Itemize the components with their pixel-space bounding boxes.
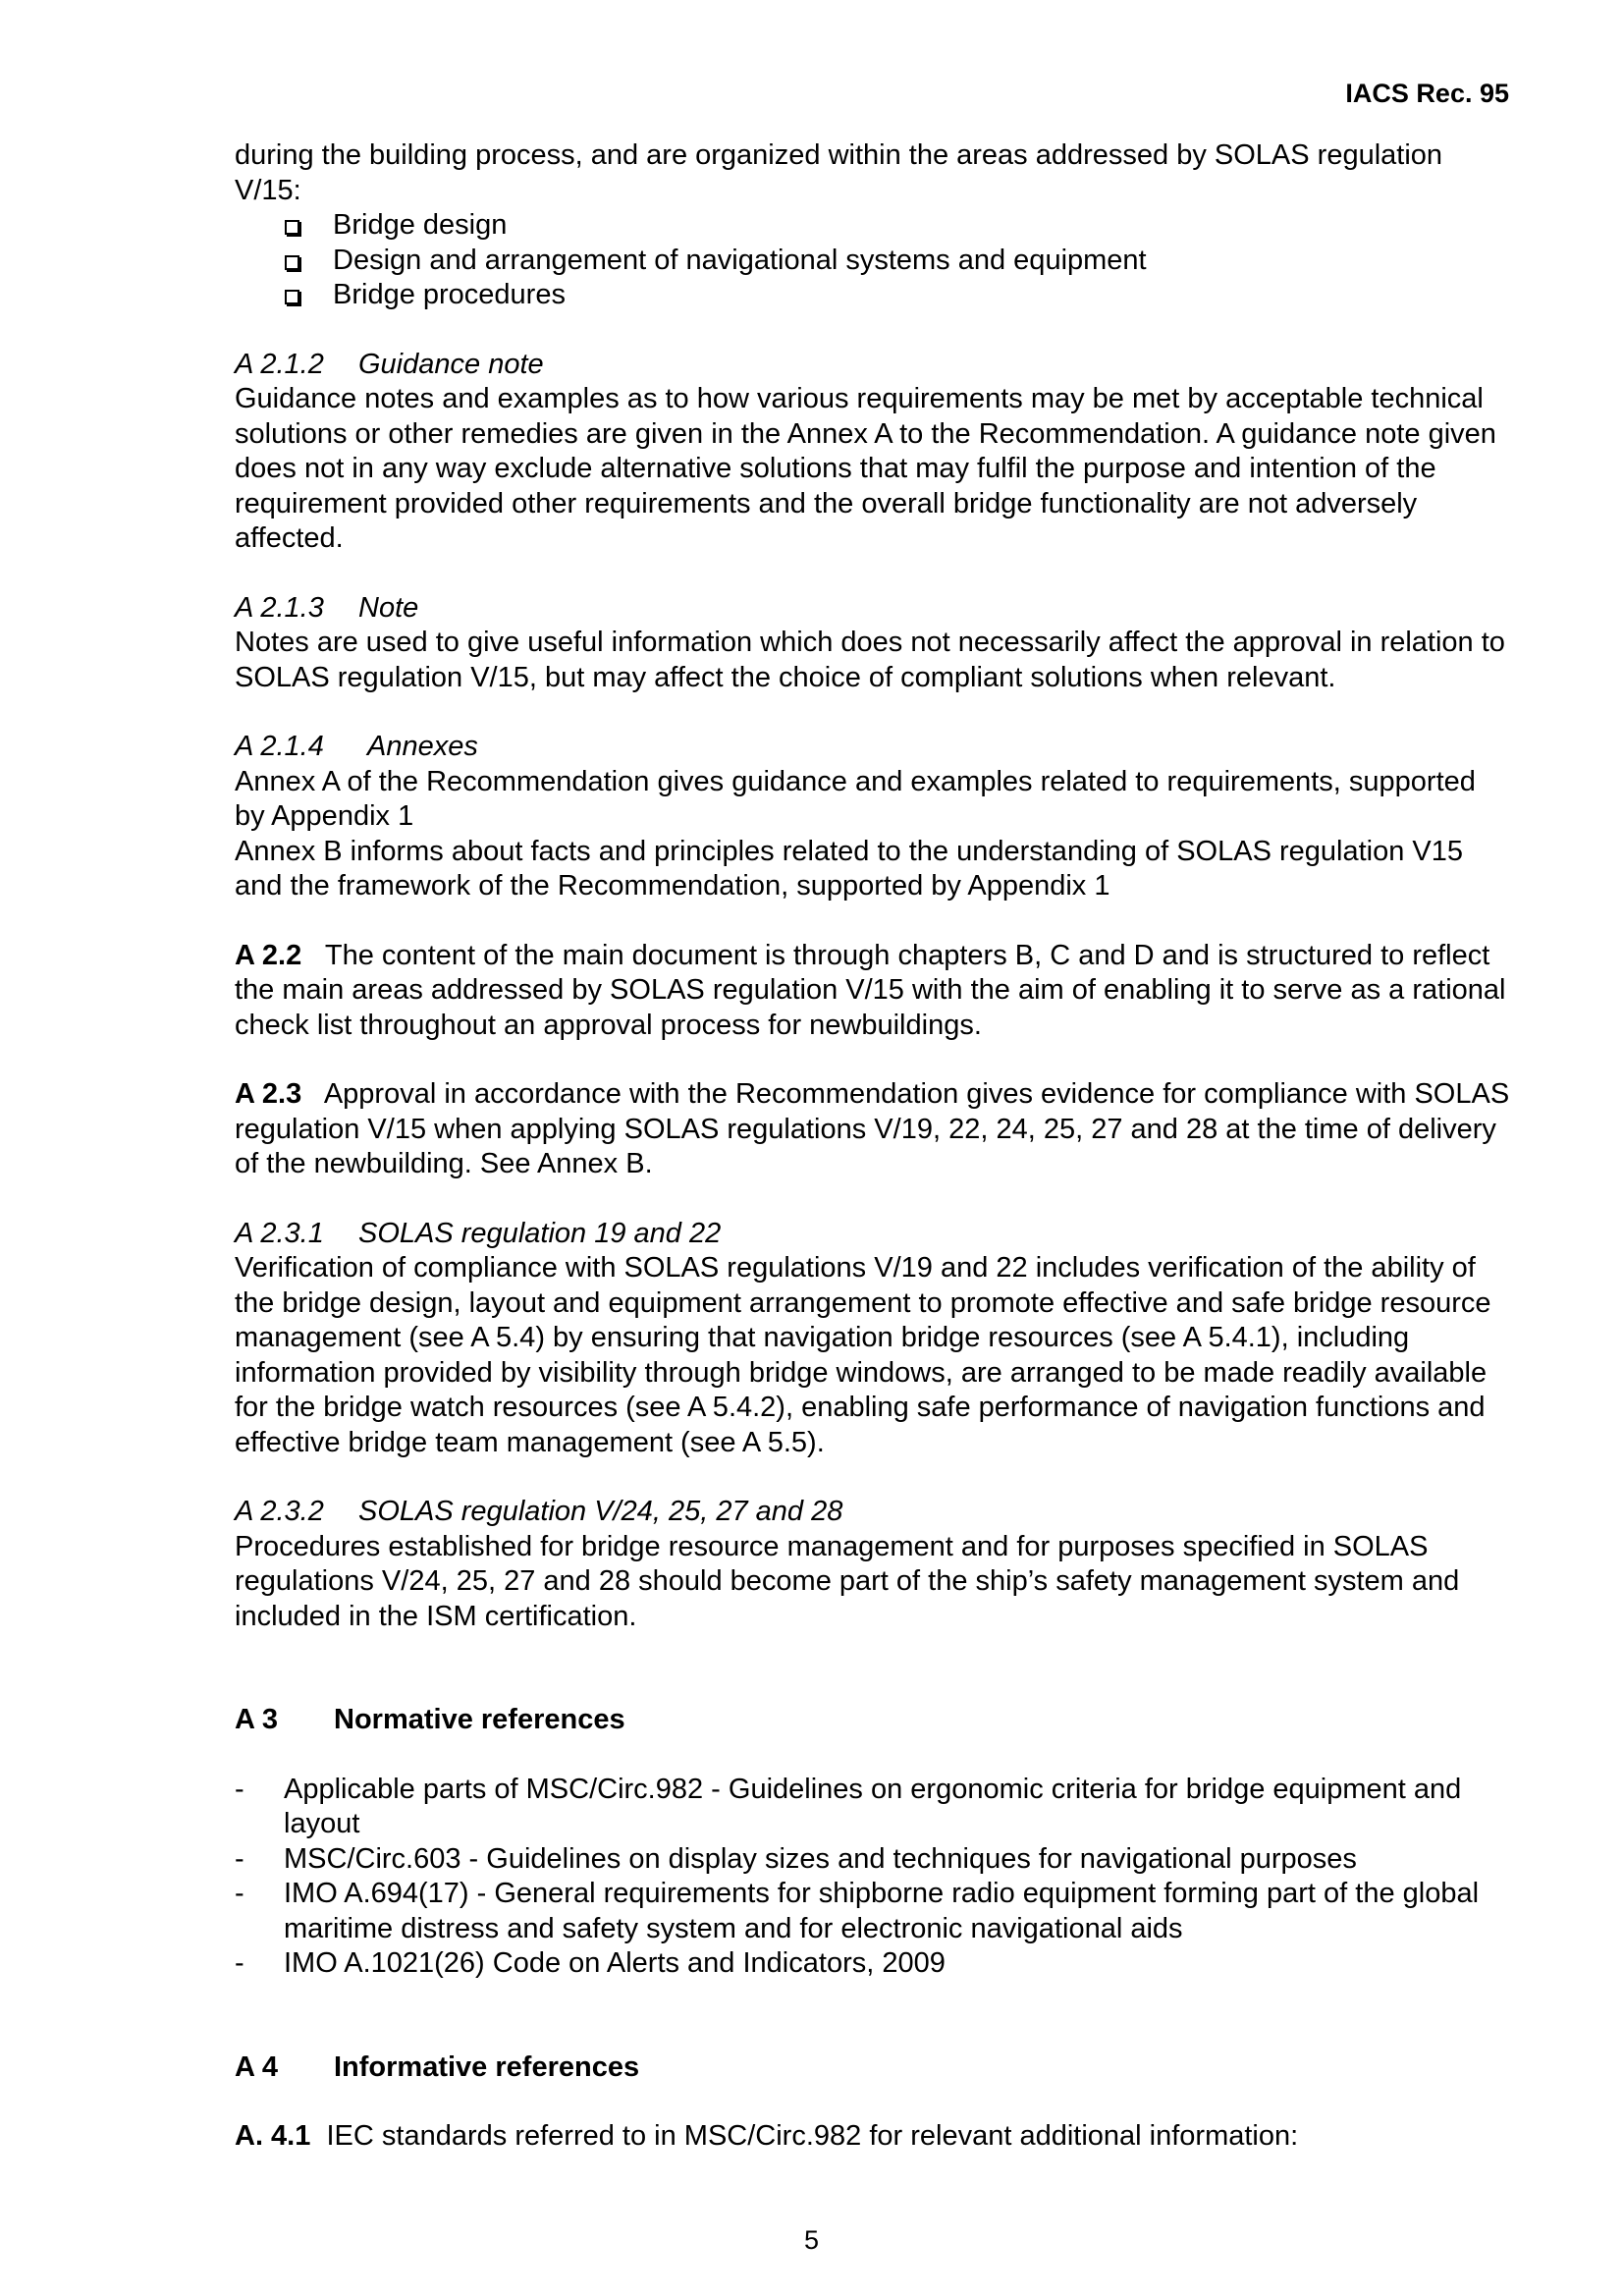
section-heading-a4: A 4 Informative references	[235, 2050, 640, 2083]
list-item: - IMO A.1021(26) Code on Alerts and Indicators, 2009	[235, 1946, 1511, 1982]
list-item: - IMO A.694(17) - General requirements for shipborne radio equipment forming part of the global maritime distress and safety system and for electronic navigational aids	[235, 1878, 1480, 1944]
section-heading-a3: A 3 Normative references	[235, 1704, 625, 1735]
section-number-a41: A. 4.1	[235, 2120, 311, 2152]
dash-bullet: -	[235, 1773, 244, 1805]
checkbox-bullet-icon	[285, 255, 299, 270]
document-header: IACS Rec. 95	[1345, 79, 1509, 108]
list-item: Bridge design	[235, 208, 1511, 244]
list-item: Bridge procedures	[235, 278, 1511, 313]
checkbox-bullet-icon	[285, 290, 299, 304]
section-paragraph-a214-annex-a: Annex A of the Recommendation gives guidance and examples related to requirements, supported by Appendix 1	[235, 765, 1476, 832]
section-heading-a231: A 2.3.1 SOLAS regulation 19 and 22	[235, 1217, 722, 1249]
section-paragraph-a41: A. 4.1 IEC standards referred to in MSC/Circ.982 for relevant additional information:	[235, 2120, 1299, 2152]
section-number-a23: A 2.3	[235, 1078, 302, 1110]
dash-bullet: -	[235, 1878, 244, 1909]
page-number: 5	[803, 2225, 820, 2255]
section-paragraph-a22: A 2.2 The content of the main document is through chapters B, C and D and is structured to reflect the main areas addressed by SOLAS regulation V/15 with the aim of enabling it to serve as a rational check list throughout an approval process for newbuildings.	[235, 939, 1506, 1041]
document-body	[235, 138, 1511, 2155]
section-heading-a232: A 2.3.2 SOLAS regulation V/24, 25, 27 and 28	[235, 1496, 843, 1527]
intro-paragraph: during the building process, and are organized within the areas addressed by SOLAS regulation V/15:	[235, 139, 1443, 206]
dash-bullet: -	[235, 1947, 244, 1979]
list-item: - Applicable parts of MSC/Circ.982 - Guidelines on ergonomic criteria for bridge equipment and layout	[235, 1773, 1462, 1839]
section-paragraph-a212: Guidance notes and examples as to how various requirements may be met by acceptable technical solutions or other remedies are given in the Annex A to the Recommendation. A guidance note given does not in any way exclude alternative solutions that may fulfil the purpose and intention of the requirement provided other requirements and the overall bridge functionality are not adversely affected.	[235, 383, 1496, 554]
section-paragraph-a214-annex-b: Annex B informs about facts and principles related to the understanding of SOLAS regulation V15 and the framework of the Recommendation, supported by Appendix 1	[235, 835, 1463, 902]
checkbox-bullet-icon	[285, 220, 299, 235]
section-heading-a212: A 2.1.2 Guidance note	[235, 348, 544, 380]
section-paragraph-a213: Notes are used to give useful information which does not necessarily affect the approval in relation to SOLAS regulation V/15, but may affect the choice of compliant solutions when relevant.	[235, 627, 1505, 693]
list-item: Design and arrangement of navigational systems and equipment	[235, 244, 1511, 279]
dash-bullet: -	[235, 1842, 244, 1875]
normative-references-list	[235, 1773, 1511, 1982]
section-paragraph-a23: A 2.3 Approval in accordance with the Recommendation gives evidence for compliance with SOLAS regulation V/15 when applying SOLAS regulations V/19, 22, 24, 25, 27 and 28 at the time of delivery of the newbuilding. See Annex B.	[235, 1078, 1510, 1179]
section-number-a22: A 2.2	[235, 939, 302, 971]
section-heading-a213: A 2.1.3 Note	[235, 591, 419, 624]
list-item: - MSC/Circ.603 - Guidelines on display sizes and techniques for navigational purposes	[235, 1842, 1511, 1878]
intro-list	[235, 208, 1511, 313]
section-heading-a214: A 2.1.4 Annexes	[235, 731, 478, 762]
section-paragraph-a232: Procedures established for bridge resource management and for purposes specified in SOLAS regulations V/24, 25, 27 and 28 should become part of the ship’s safety management system and included in the ISM certification.	[235, 1530, 1460, 1632]
section-paragraph-a231: Verification of compliance with SOLAS regulations V/19 and 22 includes verification of the ability of the bridge design, layout and equipment arrangement to promote effective and safe bridge resource management (see A 5.4) by ensuring that navigation bridge resources (see A 5.4.1), including information provided by visibility through bridge windows, are arranged to be made readily available for the bridge watch resources (see A 5.4.2), enabling safe performance of navigation functions and effective bridge team management (see A 5.5).	[235, 1252, 1491, 1458]
